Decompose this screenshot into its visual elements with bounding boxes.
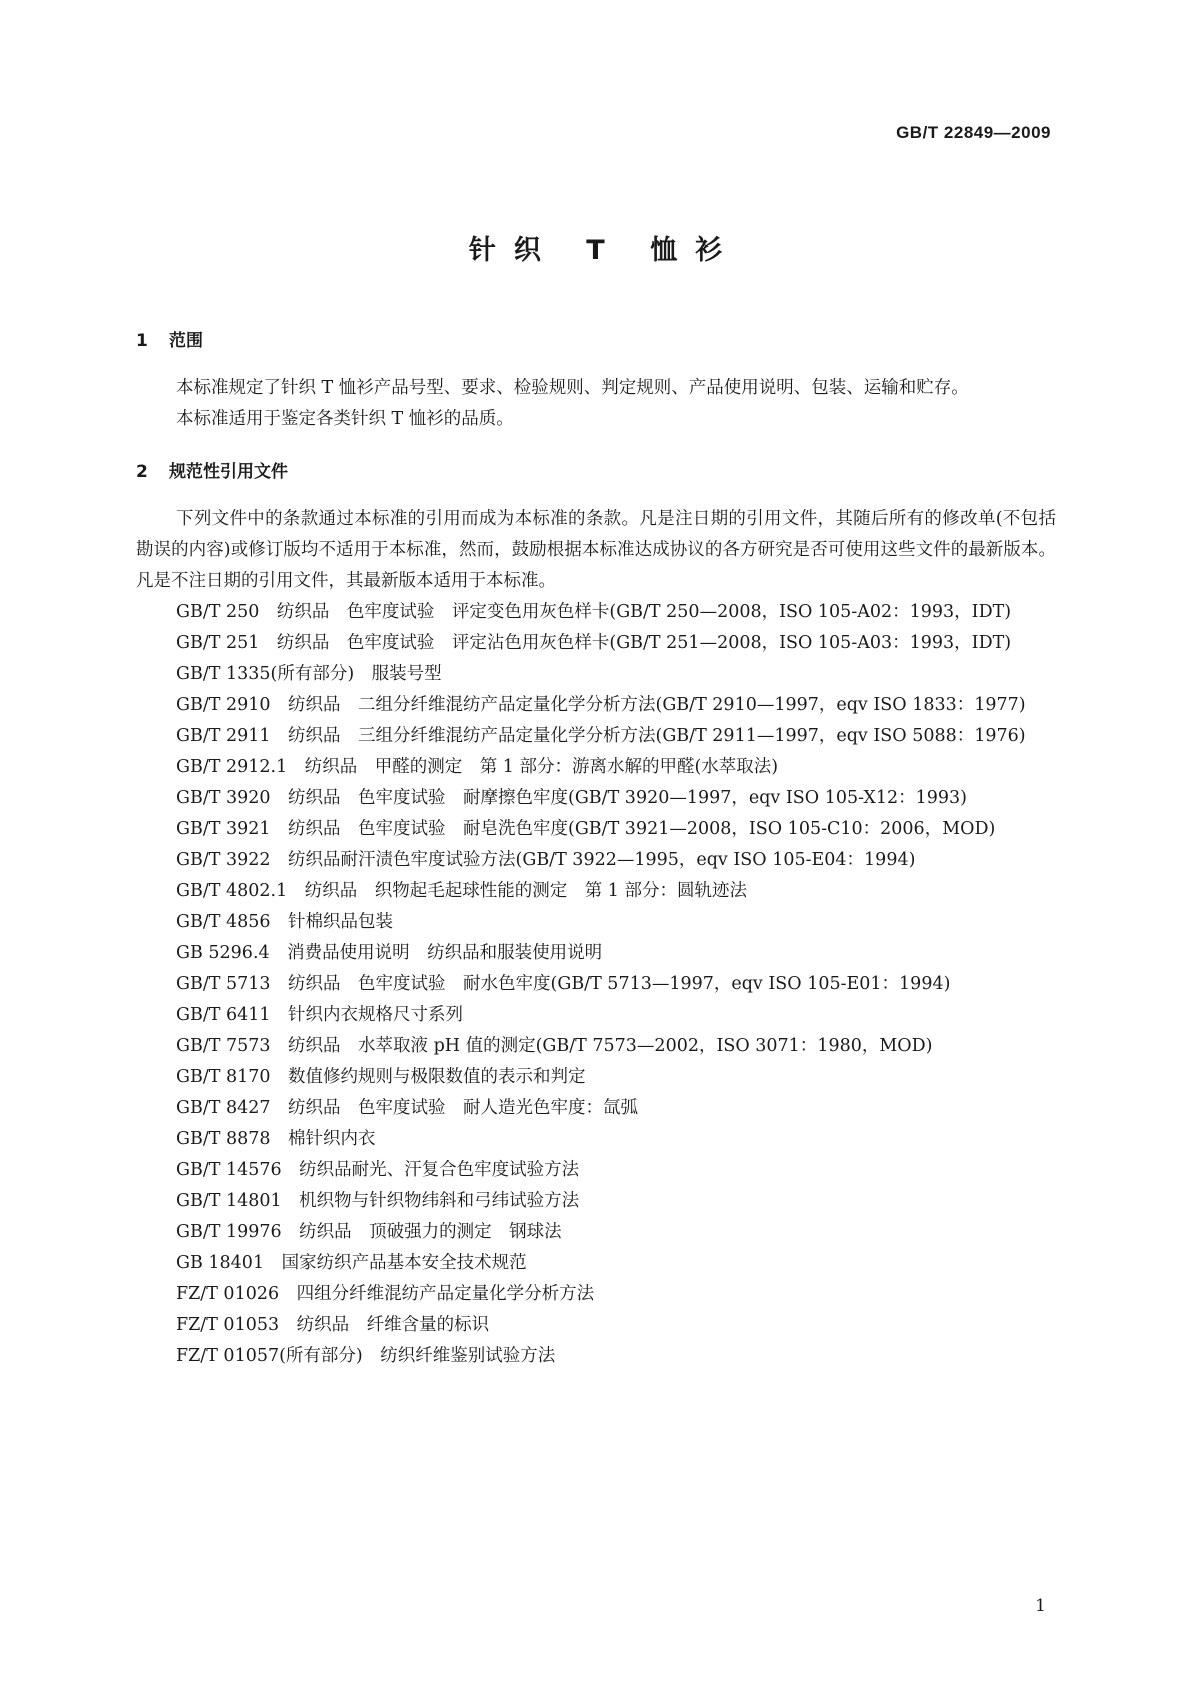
reference-item: GB/T 7573 纺织品 水萃取液 pH 值的测定(GB/T 7573—2002，ISO 3071：1980，MOD) bbox=[176, 1036, 933, 1056]
reference-item: GB/T 4802.1 纺织品 织物起毛起球性能的测定 第 1 部分：圆轨迹法 bbox=[176, 881, 747, 901]
reference-item: GB/T 2910 纺织品 二组分纤维混纺产品定量化学分析方法(GB/T 2910—1997，eqv ISO 1833：1977) bbox=[176, 695, 1026, 715]
section-number: 2 bbox=[136, 462, 148, 482]
reference-item: GB/T 2912.1 纺织品 甲醛的测定 第 1 部分：游离水解的甲醛(水萃取法) bbox=[176, 757, 779, 777]
reference-item: GB/T 8170 数值修约规则与极限数值的表示和判定 bbox=[176, 1067, 586, 1087]
page-number: 1 bbox=[1035, 1596, 1046, 1616]
section-number: 1 bbox=[136, 331, 148, 351]
paragraph: 本标准适用于鉴定各类针织 T 恤衫的品质。 bbox=[176, 409, 514, 429]
section-heading-scope bbox=[136, 326, 1056, 357]
reference-item: GB/T 6411 针织内衣规格尺寸系列 bbox=[176, 1005, 464, 1025]
section-title: 范围 bbox=[169, 331, 203, 351]
reference-item: GB/T 14576 纺织品耐光、汗复合色牢度试验方法 bbox=[176, 1160, 580, 1180]
reference-item: GB 18401 国家纺织产品基本安全技术规范 bbox=[176, 1253, 527, 1273]
section-heading-normative-references bbox=[136, 457, 1056, 488]
reference-item: GB/T 251 纺织品 色牢度试验 评定沾色用灰色样卡(GB/T 251—2008，ISO 105-A03：1993，IDT) bbox=[176, 633, 1012, 653]
reference-item: GB/T 14801 机织物与针织物纬斜和弓纬试验方法 bbox=[176, 1191, 580, 1211]
reference-item: GB/T 8427 纺织品 色牢度试验 耐人造光色牢度：氙弧 bbox=[176, 1098, 639, 1118]
reference-item: FZ/T 01026 四组分纤维混纺产品定量化学分析方法 bbox=[176, 1284, 595, 1304]
reference-item: GB/T 19976 纺织品 顶破强力的测定 钢球法 bbox=[176, 1222, 562, 1242]
reference-item: GB/T 8878 棉针织内衣 bbox=[176, 1129, 376, 1149]
document-title: 针织 T 恤衫 bbox=[468, 235, 741, 266]
reference-item: GB/T 5713 纺织品 色牢度试验 耐水色牢度(GB/T 5713—1997，eqv ISO 105-E01：1994) bbox=[176, 974, 951, 994]
reference-item: GB 5296.4 消费品使用说明 纺织品和服装使用说明 bbox=[176, 943, 603, 963]
reference-item: GB/T 3922 纺织品耐汗渍色牢度试验方法(GB/T 3922—1995，eqv ISO 105-E04：1994) bbox=[176, 850, 916, 870]
reference-item: GB/T 3921 纺织品 色牢度试验 耐皂洗色牢度(GB/T 3921—2008，ISO 105-C10：2006，MOD) bbox=[176, 819, 996, 839]
reference-item: FZ/T 01053 纺织品 纤维含量的标识 bbox=[176, 1315, 490, 1335]
reference-list bbox=[136, 597, 1056, 1372]
reference-item: GB/T 4856 针棉织品包装 bbox=[176, 912, 394, 932]
standard-code: GB/T 22849—2009 bbox=[896, 123, 1051, 142]
reference-item: GB/T 3920 纺织品 色牢度试验 耐摩擦色牢度(GB/T 3920—1997，eqv ISO 105-X12：1993) bbox=[176, 788, 967, 808]
reference-item: GB/T 1335(所有部分) 服装号型 bbox=[176, 664, 442, 684]
reference-item: FZ/T 01057(所有部分) 纺织纤维鉴别试验方法 bbox=[176, 1346, 556, 1366]
paragraph: 本标准规定了针织 T 恤衫产品号型、要求、检验规则、判定规则、产品使用说明、包装、运输和贮存。 bbox=[176, 378, 969, 398]
section-title: 规范性引用文件 bbox=[169, 462, 288, 482]
paragraph: 下列文件中的条款通过本标准的引用而成为本标准的条款。凡是注日期的引用文件，其随后所有的修改单(不包括勘误的内容)或修订版均不适用于本标准，然而，鼓励根据本标准达成协议的各方研究是否可使用这些文件的最新版本。凡是不注日期的引用文件，其最新版本适用于本标准。 bbox=[136, 509, 1056, 591]
document-body bbox=[136, 326, 1056, 1372]
reference-item: GB/T 2911 纺织品 三组分纤维混纺产品定量化学分析方法(GB/T 2911—1997，eqv ISO 5088：1976) bbox=[176, 726, 1026, 746]
reference-item: GB/T 250 纺织品 色牢度试验 评定变色用灰色样卡(GB/T 250—2008，ISO 105-A02：1993，IDT) bbox=[176, 602, 1012, 622]
